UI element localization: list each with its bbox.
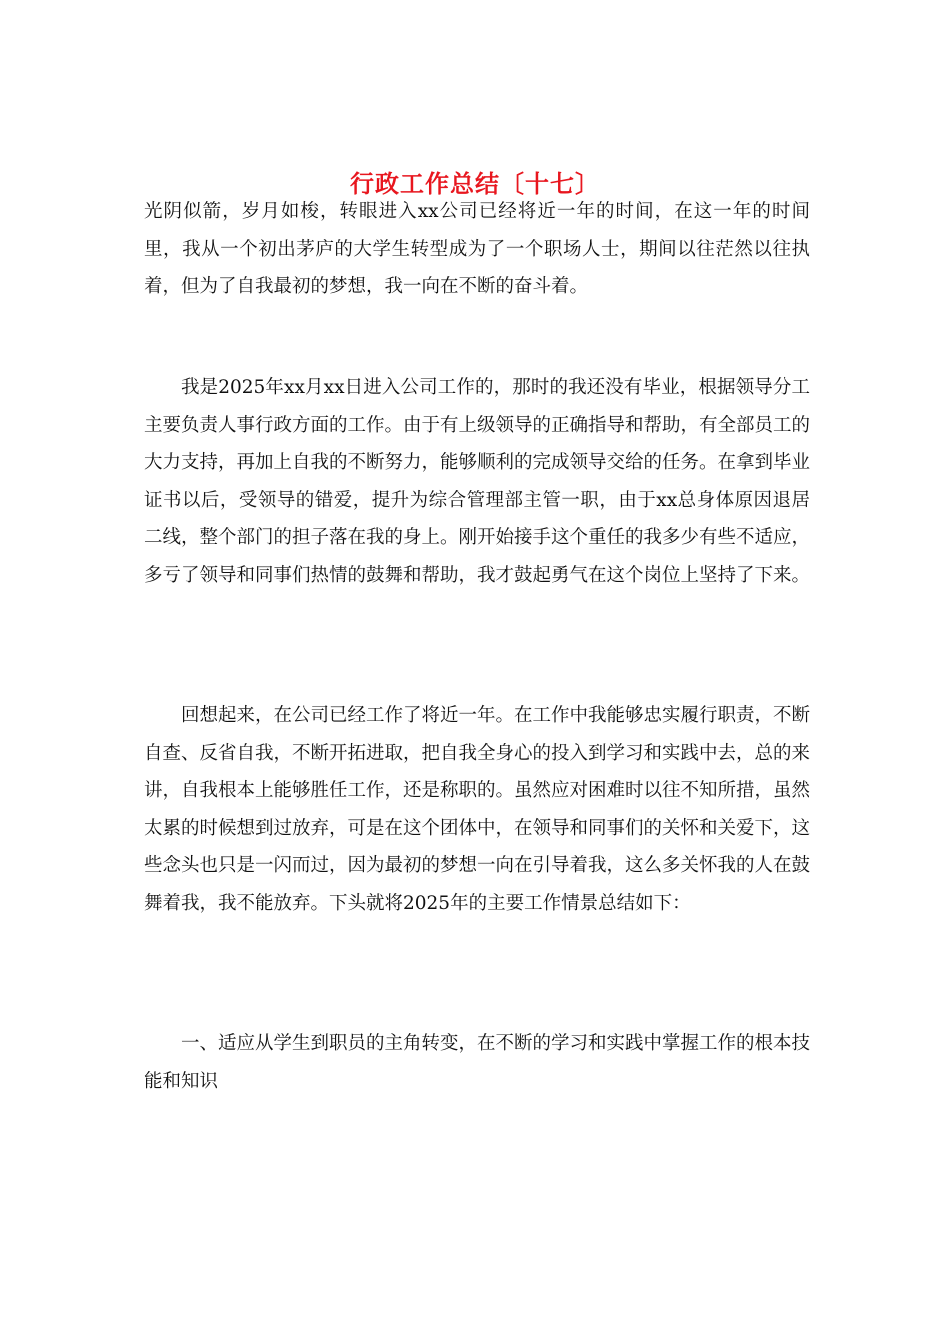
document-title: 行政工作总结〔十七〕 [350, 169, 600, 199]
section-heading-one: 一、适应从学生到职员的主角转变，在不断的学习和实践中掌握工作的根本技能和知识 [144, 1033, 811, 1092]
paragraph-joining-company: 我是2025年xx月xx日进入公司工作的，那时的我还没有毕业，根据领导分工主要负责人事行政方面的工作。由于有上级领导的正确指导和帮助，有全部员工的大力支持，再加上自我的不断努力，能够顺利的完成领导交给的任务。在拿到毕业证书以后，受领导的错爱，提升为综合管理部主管一职，由于xx总身体原因退居二线，整个部门的担子落在我的身上。刚开始接手这个重任的我多少有些不适应，多亏了领导和同事们热情的鼓舞和帮助，我才鼓起勇气在这个岗位上坚持了下来。 [144, 377, 811, 586]
paragraph-intro: 光阴似箭，岁月如梭，转眼进入xx公司已经将近一年的时间，在这一年的时间里，我从一个初出茅庐的大学生转型成为了一个职场人士，期间以往茫然以往执着，但为了自我最初的梦想，我一向在不断的奋斗着。 [144, 201, 810, 297]
paragraph-reflection: 回想起来，在公司已经工作了将近一年。在工作中我能够忠实履行职责，不断自查、反省自我，不断开拓进取，把自我全身心的投入到学习和实践中去，总的来讲，自我根本上能够胜任工作，还是称职的。虽然应对困难时以往不知所措，虽然太累的时候想到过放弃，可是在这个团体中，在领导和同事们的关怀和关爱下，这些念头也只是一闪而过，因为最初的梦想一向在引导着我，这么多关怀我的人在鼓舞着我，我不能放弃。下头就将2025年的主要工作情景总结如下： [144, 705, 811, 914]
